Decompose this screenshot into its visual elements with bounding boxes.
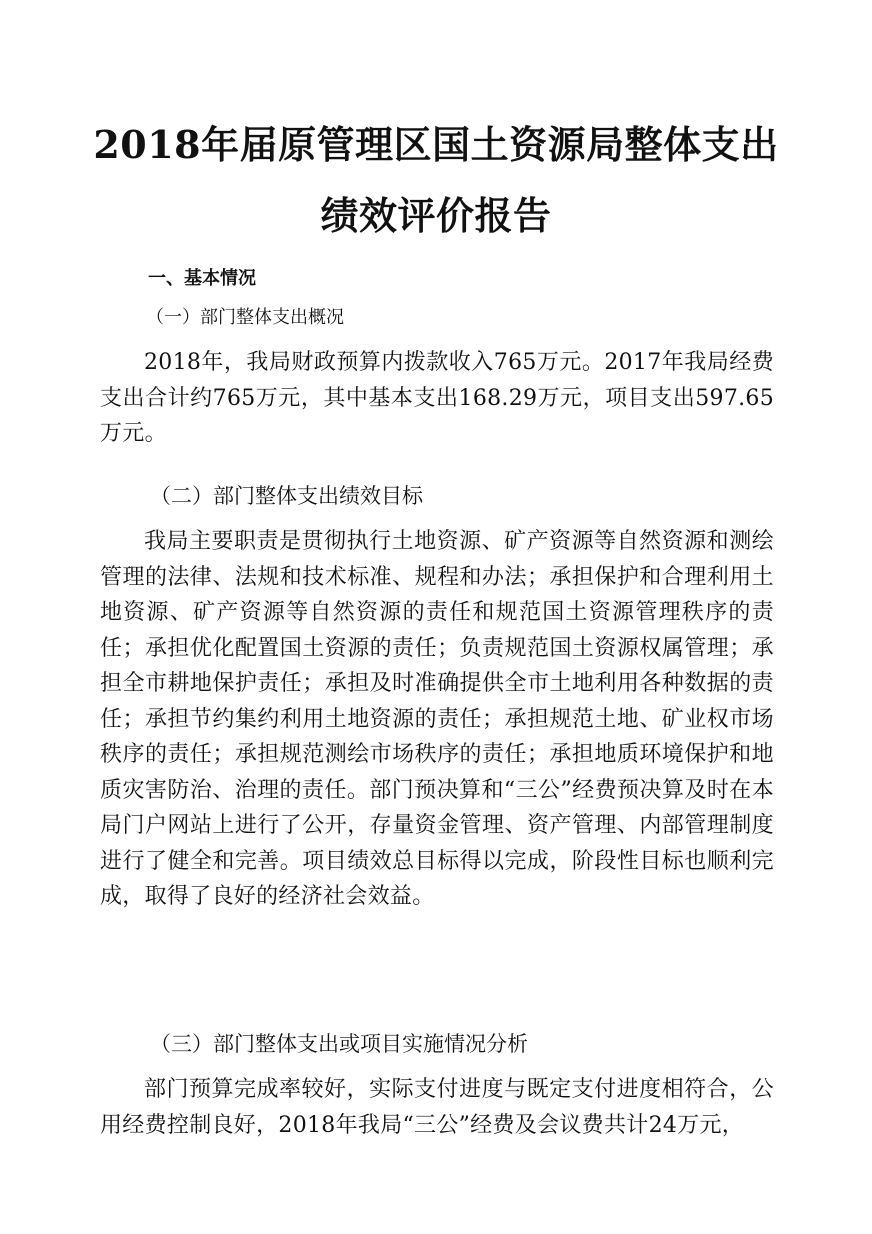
document-title-line-2: 绩效评价报告 — [320, 193, 552, 238]
document-title-line-1: 2018年届原管理区国土资源局整体支出 — [93, 122, 779, 167]
subsection-heading-performance-goals: （二）部门整体支出绩效目标 — [150, 484, 423, 508]
subsection-heading-implementation-analysis: （三）部门整体支出或项目实施情况分析 — [150, 1032, 528, 1056]
paragraph-implementation-analysis: 部门预算完成率较好，实际支付进度与既定支付进度相符合，公用经费控制良好，2018年我局“三公”经费及会议费共计24万元， — [100, 1077, 774, 1138]
section-heading-basic-info: 一、基本情况 — [148, 268, 256, 289]
paragraph-expenditure-overview: 2018年，我局财政预算内拨款收入765万元。2017年我局经费支出合计约765万元，其中基本支出168.29万元，项目支出597.65万元。 — [100, 350, 774, 446]
paragraph-performance-goals: 我局主要职责是贯彻执行土地资源、矿产资源等自然资源和测绘管理的法律、法规和技术标准、规程和办法；承担保护和合理利用土地资源、矿产资源等自然资源的责任和规范国土资源管理秩序的责任；承担优化配置国土资源的责任；负责规范国土资源权属管理；承担全市耕地保护责任；承担及时准确提供全市土地利用各种数据的责任；承担节约集约利用土地资源的责任；承担规范土地、矿业权市场秩序的责任；承担规范测绘市场秩序的责任；承担地质环境保护和地质灾害防治、治理的责任。部门预决算和“三公”经费预决算及时在本局门户网站上进行了公开，存量资金管理、资产管理、内部管理制度进行了健全和完善。项目绩效总目标得以完成，阶段性目标也顺利完成，取得了良好的经济社会效益。 — [100, 529, 774, 909]
subsection-heading-overview: （一）部门整体支出概况 — [146, 307, 344, 328]
